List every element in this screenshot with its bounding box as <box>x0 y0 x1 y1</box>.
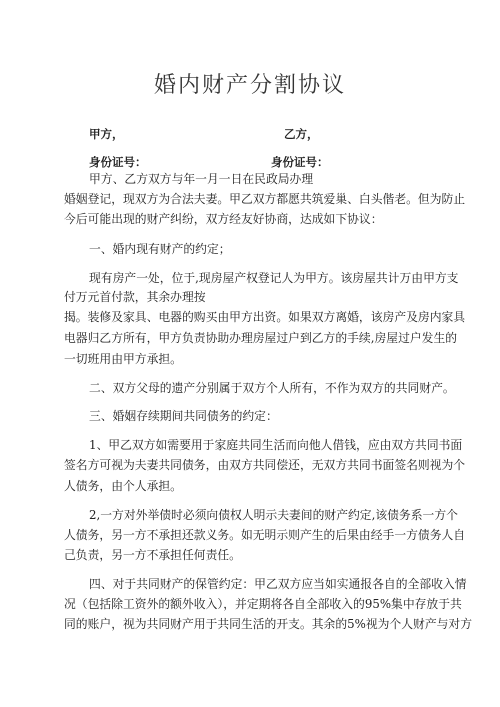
document-title: 婚内财产分割协议 <box>153 73 346 98</box>
body-line: 己负责，另一方不承担任何责任。 <box>64 548 241 562</box>
body-line: 人债务，由个人承担。 <box>64 479 182 493</box>
body-line: 2,一方对外举债时必须向债权人明示夫妻间的财产约定,该债务系一方个 <box>89 508 458 522</box>
id-number-b-label: 身份证号： <box>271 157 329 169</box>
body-line: 付万元首付款，其余办理按 <box>64 290 206 304</box>
section-heading: 四、对于共同财产的保管约定：甲乙双方应当如实通报各自的全部收入情 <box>89 577 467 591</box>
section-heading: 一、婚内现有财产的约定； <box>89 242 231 256</box>
body-line: 电器归乙方所有，甲方负责协助办理房屋过户到乙方的手续,房屋过户发生的 <box>64 331 458 345</box>
body-line: 今后可能出现的财产纠纷，双方经友好协商，达成如下协议： <box>64 212 383 226</box>
section-heading: 三、婚姻存续期间共同债务的约定： <box>89 409 278 423</box>
body-line: 人债务，另一方不承担还款义务。如无明示则产生的后果由经手一方债务人自 <box>64 528 466 542</box>
body-line: 签名方可视为夫妻共同债务，由双方共同偿还，无双方共同书面签名则视为个 <box>64 458 466 472</box>
body-line: 揭。装修及家具、电器的购买由甲方出资。如果双方离婚，该房产及房内家具 <box>64 310 466 324</box>
section-heading: 二、双方父母的遗产分别属于双方个人所有，不作为双方的共同财产。 <box>89 381 455 395</box>
party-a-label: 甲方， <box>89 129 124 141</box>
body-line: 甲方、乙方双方与年一月一日在民政局办理 <box>89 172 314 186</box>
id-number-a-label: 身份证号： <box>89 157 147 169</box>
body-line: 1、甲乙双方如需要用于家庭共同生活而向他人借钱，应由双方共同书面 <box>89 438 463 452</box>
party-b-label: 乙方， <box>284 129 319 141</box>
body-line: 一切班用由甲方承担。 <box>64 352 182 366</box>
body-line: 况（包括除工资外的额外收入），并定期将各自全部收入的95%集中存放于共 <box>64 597 462 611</box>
body-line: 婚姻登记，现双方为合法夫妻。甲乙双方都愿共筑爱巢、白头偕老。但为防止 <box>64 192 466 206</box>
body-line: 现有房产一处，位于,现房屋产权登记人为甲方。该房屋共计万由甲方支 <box>89 271 459 285</box>
body-line: 同的账户，视为共同财产用于共同生活的开支。其余的5%视为个人财产与对方 <box>64 617 473 631</box>
